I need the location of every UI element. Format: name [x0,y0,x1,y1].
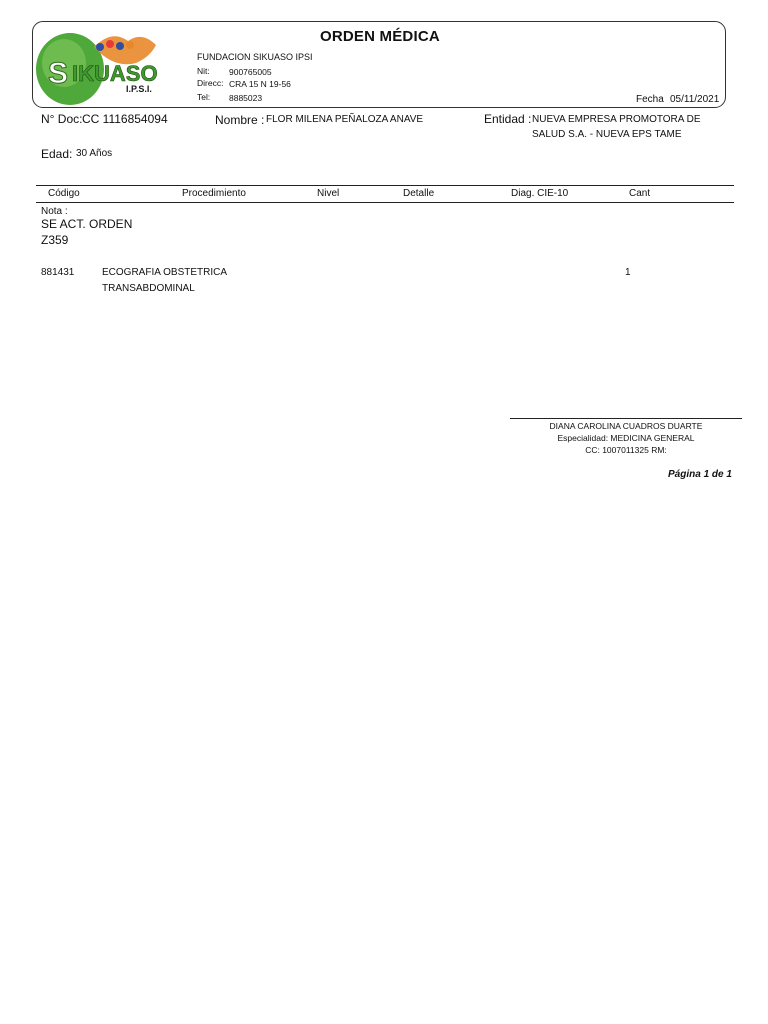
entity-value-line1: NUEVA EMPRESA PROMOTORA DE [532,114,701,125]
note-line1: SE ACT. ORDEN [41,217,133,231]
doc-label: N° Doc: [41,112,83,126]
nit-label: Nit: [197,66,210,76]
signature-name: DIANA CAROLINA CUADROS DUARTE [549,421,703,431]
signature-specialty: Especialidad: MEDICINA GENERAL [557,433,695,443]
col-header-code: Código [48,188,80,199]
date-label: Fecha [636,94,664,105]
signature-id: CC: 1007011325 RM: [585,445,667,455]
name-value: FLOR MILENA PEÑALOZA ANAVE [266,114,424,125]
nit-value: 900765005 [229,67,272,77]
svg-text:S: S [48,57,69,90]
item-qty: 1 [625,267,631,278]
entity-label: Entidad : [484,112,532,126]
age-value: 30 Años [76,148,113,159]
sikuaso-logo-icon [34,29,164,107]
svg-text:IKUASO: IKUASO [72,61,158,86]
item-procedure-line2: TRANSABDOMINAL [102,283,195,294]
note-label: Nota : [41,206,68,217]
page-number: Página 1 de 1 [668,469,732,480]
col-header-qty: Cant [629,188,651,199]
phone-label: Tel: [197,92,211,102]
item-code: 881431 [41,267,75,278]
address-value: CRA 15 N 19-56 [229,79,291,89]
col-header-level: Nivel [317,188,340,199]
institution-name: FUNDACION SIKUASO IPSI [197,52,313,62]
entity-value-line2: SALUD S.A. - NUEVA EPS TAME [532,129,682,140]
doc-value: CC 1116854094 [82,112,168,126]
address-label: Direcc: [197,78,224,88]
item-procedure-line1: ECOGRAFIA OBSTETRICA [102,267,228,278]
name-label: Nombre : [215,113,265,127]
signature-line [510,418,742,419]
document-title: ORDEN MÉDICA [320,28,440,45]
note-line2: Z359 [41,233,69,247]
date-value: 05/11/2021 [670,94,720,105]
svg-text:I.P.S.I.: I.P.S.I. [126,84,152,94]
age-label: Edad: [41,147,73,161]
table-header-rule [36,202,734,203]
col-header-detail: Detalle [403,188,435,199]
col-header-diag: Diag. CIE-10 [511,188,569,199]
phone-value: 8885023 [229,93,263,103]
table-top-rule [36,185,734,186]
col-header-procedure: Procedimiento [182,188,246,199]
